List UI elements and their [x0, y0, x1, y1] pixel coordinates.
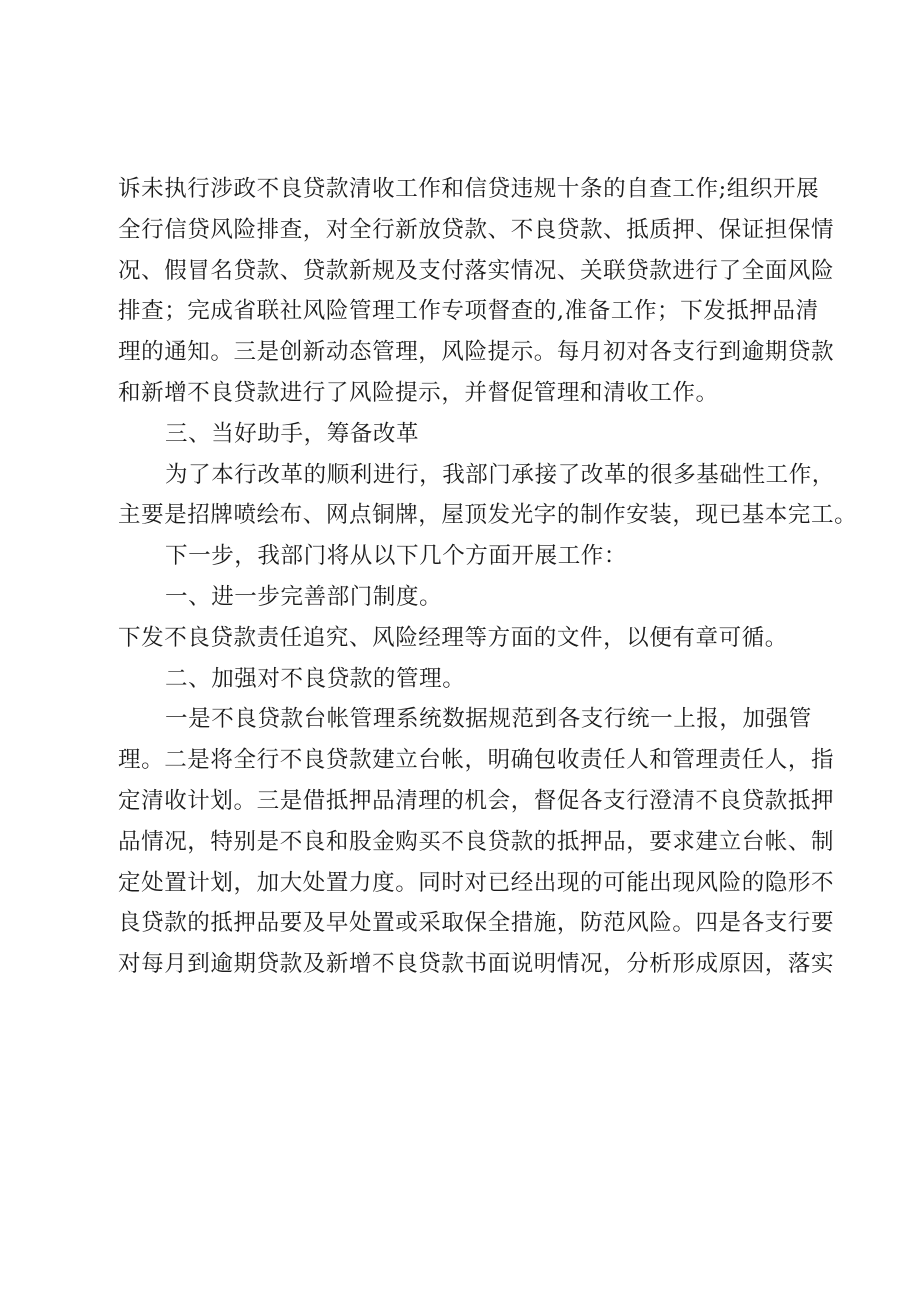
text-line: 定处置计划，加大处置力度。同时对已经出现的可能出现风险的隐形不: [118, 869, 835, 896]
text-line: 和新增不良贷款进行了风险提示，并督促管理和清收工作。: [118, 379, 719, 406]
text-line: 全行信贷风险排查，对全行新放贷款、不良贷款、抵质押、保证担保情: [118, 216, 835, 243]
text-line: 主要是招牌喷绘布、网点铜牌，屋顶发光字的制作安装，现已基本完工。: [118, 502, 858, 529]
section-heading: 一、进一步完善部门制度。: [165, 583, 443, 610]
paragraph-start: 下一步，我部门将从以下几个方面开展工作：: [165, 543, 628, 570]
text-line: 良贷款的抵押品要及早处置或采取保全措施，防范风险。四是各支行要: [118, 910, 835, 937]
section-heading: 二、加强对不良贷款的管理。: [165, 665, 466, 692]
paragraph-start: 一是不良贷款台帐管理系统数据规范到各支行统一上报，加强管: [165, 706, 812, 733]
text-line: 排查；完成省联社风险管理工作专项督查的,准备工作；下发抵押品清: [118, 298, 819, 325]
text-line: 况、假冒名贷款、贷款新规及支付落实情况、关联贷款进行了全面风险: [118, 257, 835, 284]
section-heading: 三、当好助手，筹备改革: [165, 420, 420, 447]
text-line: 品情况，特别是不良和股金购买不良贷款的抵押品，要求建立台帐、制: [118, 828, 835, 855]
text-line: 定清收计划。三是借抵押品清理的机会，督促各支行澄清不良贷款抵押: [118, 787, 835, 814]
text-line: 诉未执行涉政不良贷款清收工作和信贷违规十条的自查工作;组织开展: [118, 176, 820, 202]
paragraph-start: 为了本行改革的顺利进行，我部门承接了改革的很多基础性工作，: [165, 461, 835, 488]
document-page: [118, 169, 858, 985]
text-line: 理。二是将全行不良贷款建立台帐，明确包收责任人和管理责任人，指: [118, 747, 835, 774]
text-line: 理的通知。三是创新动态管理，风险提示。每月初对各支行到逾期贷款: [118, 339, 835, 366]
text-line: 下发不良贷款责任追究、风险经理等方面的文件，以便有章可循。: [118, 624, 788, 651]
text-line: 对每月到逾期贷款及新增不良贷款书面说明情况，分析形成原因，落实: [118, 951, 835, 978]
